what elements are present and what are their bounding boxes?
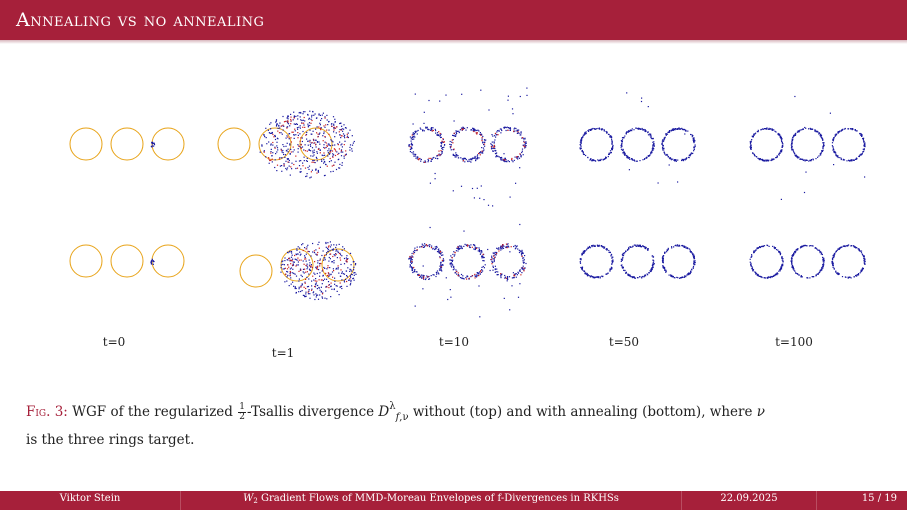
- footer-date: 22.09.2025: [720, 493, 778, 504]
- time-label-t1: t=1: [271, 346, 295, 360]
- time-label-t10: t=10: [438, 335, 470, 349]
- particles-t10-bottom: [408, 205, 526, 318]
- time-label-t0: t=0: [102, 335, 126, 349]
- particles-t50-top: [580, 92, 696, 183]
- target-ring: [111, 245, 143, 277]
- particles-t1-top: [260, 111, 355, 179]
- divergence-symbol: $D^\lambda_{f,\nu}$: [378, 401, 409, 423]
- caption-text-4: is the three rings target.: [26, 432, 195, 448]
- footer-author: Viktor Stein: [59, 493, 121, 504]
- particles-t100-top: [750, 96, 866, 200]
- caption-text-1: WGF of the regularized: [72, 404, 233, 420]
- particles-t50-bottom: [580, 244, 696, 279]
- caption-text-3: without (top) and with annealing (bottom), where: [412, 404, 753, 420]
- slide-title: Annealing vs no annealing: [16, 9, 265, 31]
- figure-caption: [26, 396, 886, 451]
- target-ring: [111, 128, 143, 160]
- fraction-half: $\frac{1}{2}$: [239, 402, 245, 422]
- target-ring: [259, 128, 291, 160]
- nu-symbol: ν: [756, 404, 765, 420]
- target-ring: [152, 128, 184, 160]
- target-ring: [240, 255, 272, 287]
- time-label-t50: t=50: [608, 335, 640, 349]
- target-ring: [218, 128, 250, 160]
- target-ring: [70, 128, 102, 160]
- target-ring: [70, 245, 102, 277]
- figure-label: Fig. 3:: [26, 404, 68, 420]
- particles-t0-top: [151, 142, 155, 148]
- footer-page-number: 15 / 19: [861, 493, 897, 504]
- footer-talk-title: $W_2$ Gradient Flows of MMD-Moreau Envelopes of f-Divergences in RKHSs: [243, 493, 619, 505]
- footer-bar: [0, 491, 907, 510]
- particles-t100-bottom: [750, 244, 866, 278]
- caption-text-2: -Tsallis divergence: [246, 404, 375, 420]
- target-ring: [152, 245, 184, 277]
- time-label-t100: t=100: [775, 335, 813, 349]
- target-ring: [322, 249, 354, 281]
- particles-t10-top: [408, 88, 527, 201]
